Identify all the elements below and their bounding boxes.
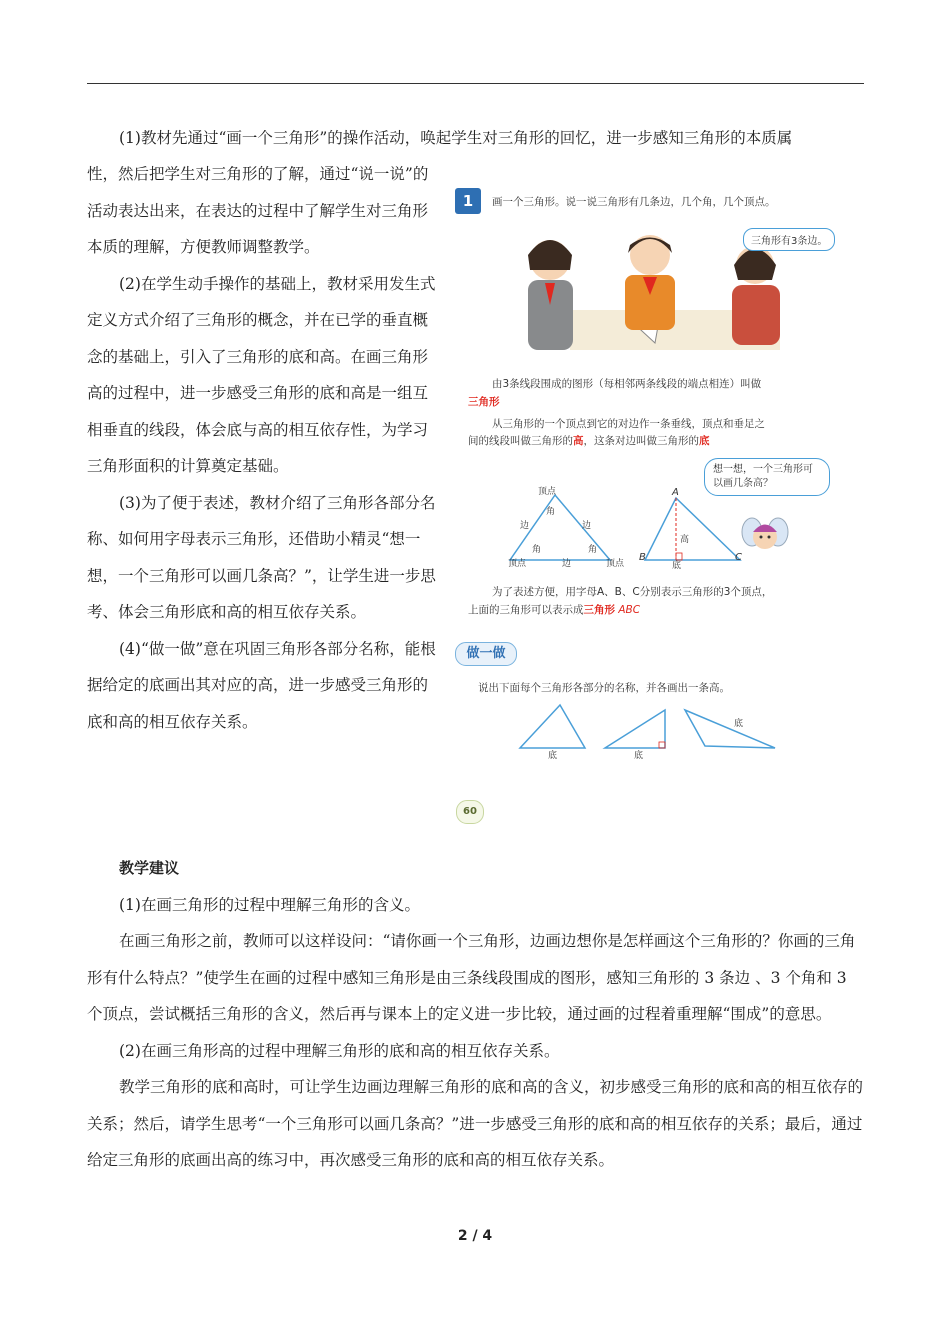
teaching-suggestions bbox=[87, 850, 867, 1179]
label-vertex-top: 顶点 bbox=[538, 487, 557, 497]
label-C: C bbox=[735, 552, 742, 563]
example-number: 1 bbox=[462, 192, 474, 210]
paragraph-1-line-1: (1)教材先通过“画一个三角形”的操作活动，唤起学生对三角形的回忆，进一步感知三角形的本质属 bbox=[119, 129, 793, 147]
label-edge-right: 边 bbox=[582, 521, 592, 531]
triangle-abc-diagram bbox=[640, 490, 750, 570]
notation-line-1: 为了表述方便，用字母A、B、C分别表示三角形的3个顶点， bbox=[492, 586, 773, 598]
header-rule bbox=[87, 83, 864, 84]
suggestion-1-body: 在画三角形之前，教师可以这样设问：“请你画一个三角形，边画边想你是怎样画这个三角形的？你画的三角形有什么特点？”使学生在画的过程中感知三角形是由三条线段围成的图形，感知三角形的 3 条边 、3 个角和 3 个顶点，尝试概括三角形的含义，然后再与课本上的定义进一步比较，通过画的过程着重理解“围成”的意思。 bbox=[87, 932, 856, 1023]
suggestion-1-title: (1)在画三角形的过程中理解三角形的含义。 bbox=[119, 895, 420, 914]
height-def-text-b: ，这条对边叫做三角形的 bbox=[583, 435, 699, 447]
suggestion-2-body: 教学三角形的底和高时，可让学生边画边理解三角形的底和高的含义，初步感受三角形的底和高的相互依存的关系；然后，请学生思考“一个三角形可以画几条高？”进一步感受三角形的底和高的相互依存的关系；最后，通过给定三角形的底画出高的练习中，再次感受三角形的底和高的相互依存关系。 bbox=[87, 1078, 864, 1169]
speech-bubble bbox=[743, 228, 835, 251]
left-column bbox=[87, 156, 437, 740]
label-A: A bbox=[672, 487, 679, 498]
paragraph-3: (3)为了便于表述，教材介绍了三角形各部分名称、如何用字母表示三角形，还借助小精灵“想一想，一个三角形可以画几条高？”，让学生进一步思考、体会三角形底和高的相互依存关系。 bbox=[87, 493, 436, 621]
label-height: 高 bbox=[680, 535, 690, 545]
page-number: 2 / 4 bbox=[457, 1228, 493, 1244]
exercise-triangles bbox=[515, 700, 785, 755]
example-number-badge bbox=[455, 188, 481, 214]
example-prompt: 画一个三角形。说一说三角形有几条边，几个角，几个顶点。 bbox=[492, 196, 776, 208]
notation-line-2 bbox=[468, 602, 640, 617]
notation-abc: ABC bbox=[618, 604, 641, 616]
exercise-base-2: 底 bbox=[634, 751, 644, 761]
paragraph-4: (4)“做一做”意在巩固三角形各部分名称，能根据给定的底画出其对应的高，进一步感受三角形的底和高的相互依存关系。 bbox=[87, 639, 436, 731]
paragraph-1-cont: 性，然后把学生对三角形的了解，通过“说一说”的活动表达出来，在表达的过程中了解学生对三角形本质的理解，方便教师调整教学。 bbox=[87, 165, 429, 256]
notation-text: 上面的三角形可以表示成 bbox=[468, 604, 584, 616]
section-heading: 教学建议 bbox=[119, 859, 180, 877]
label-angle-right: 角 bbox=[588, 545, 598, 555]
base-term: 底 bbox=[699, 435, 710, 447]
label-vertex-right: 顶点 bbox=[606, 559, 625, 569]
label-angle-top: 角 bbox=[546, 507, 556, 517]
label-angle-left: 角 bbox=[532, 545, 542, 555]
exercise-base-1: 底 bbox=[548, 751, 558, 761]
paragraph-2: (2)在学生动手操作的基础上，教材采用发生式定义方式介绍了三角形的概念，并在已学的垂直概念的基础上，引入了三角形的底和高。在画三角形高的过程中，进一步感受三角形的底和高是一组互相垂直的线段，体会底与高的相互依存性，为学习三角形面积的计算奠定基础。 bbox=[87, 274, 436, 475]
label-vertex-left: 顶点 bbox=[508, 559, 527, 569]
label-base: 底 bbox=[672, 561, 682, 571]
think-bubble-text: 想一想，一个三角形可以画几条高？ bbox=[713, 464, 813, 489]
definition-line-1: 由3条线段围成的图形（每相邻两条线段的端点相连）叫做 bbox=[492, 378, 762, 390]
height-term: 高 bbox=[573, 435, 584, 447]
suggestion-2-title: (2)在画三角形高的过程中理解三角形的底和高的相互依存关系。 bbox=[119, 1041, 560, 1060]
notation-term: 三角形 bbox=[583, 604, 615, 616]
height-definition-line-2 bbox=[468, 433, 710, 448]
label-edge-bottom: 边 bbox=[562, 559, 572, 569]
exercise-base-3: 底 bbox=[734, 719, 744, 729]
height-def-text-a: 间的线段叫做三角形的 bbox=[468, 435, 573, 447]
height-definition-line-1: 从三角形的一个顶点到它的对边作一条垂线，顶点和垂足之 bbox=[492, 418, 765, 430]
exercise-title-tag bbox=[455, 642, 517, 666]
definition-term: 三角形 bbox=[468, 396, 500, 408]
exercise-prompt: 说出下面每个三角形各部分的名称，并各画出一条高。 bbox=[478, 682, 730, 694]
book-page-badge bbox=[456, 800, 484, 824]
speech-bubble-text: 三角形有3条边。 bbox=[751, 236, 828, 247]
book-page-number: 60 bbox=[463, 806, 477, 817]
label-edge-left: 边 bbox=[520, 521, 530, 531]
label-B: B bbox=[639, 552, 646, 563]
textbook-excerpt bbox=[450, 180, 880, 830]
exercise-title: 做一做 bbox=[466, 646, 506, 661]
